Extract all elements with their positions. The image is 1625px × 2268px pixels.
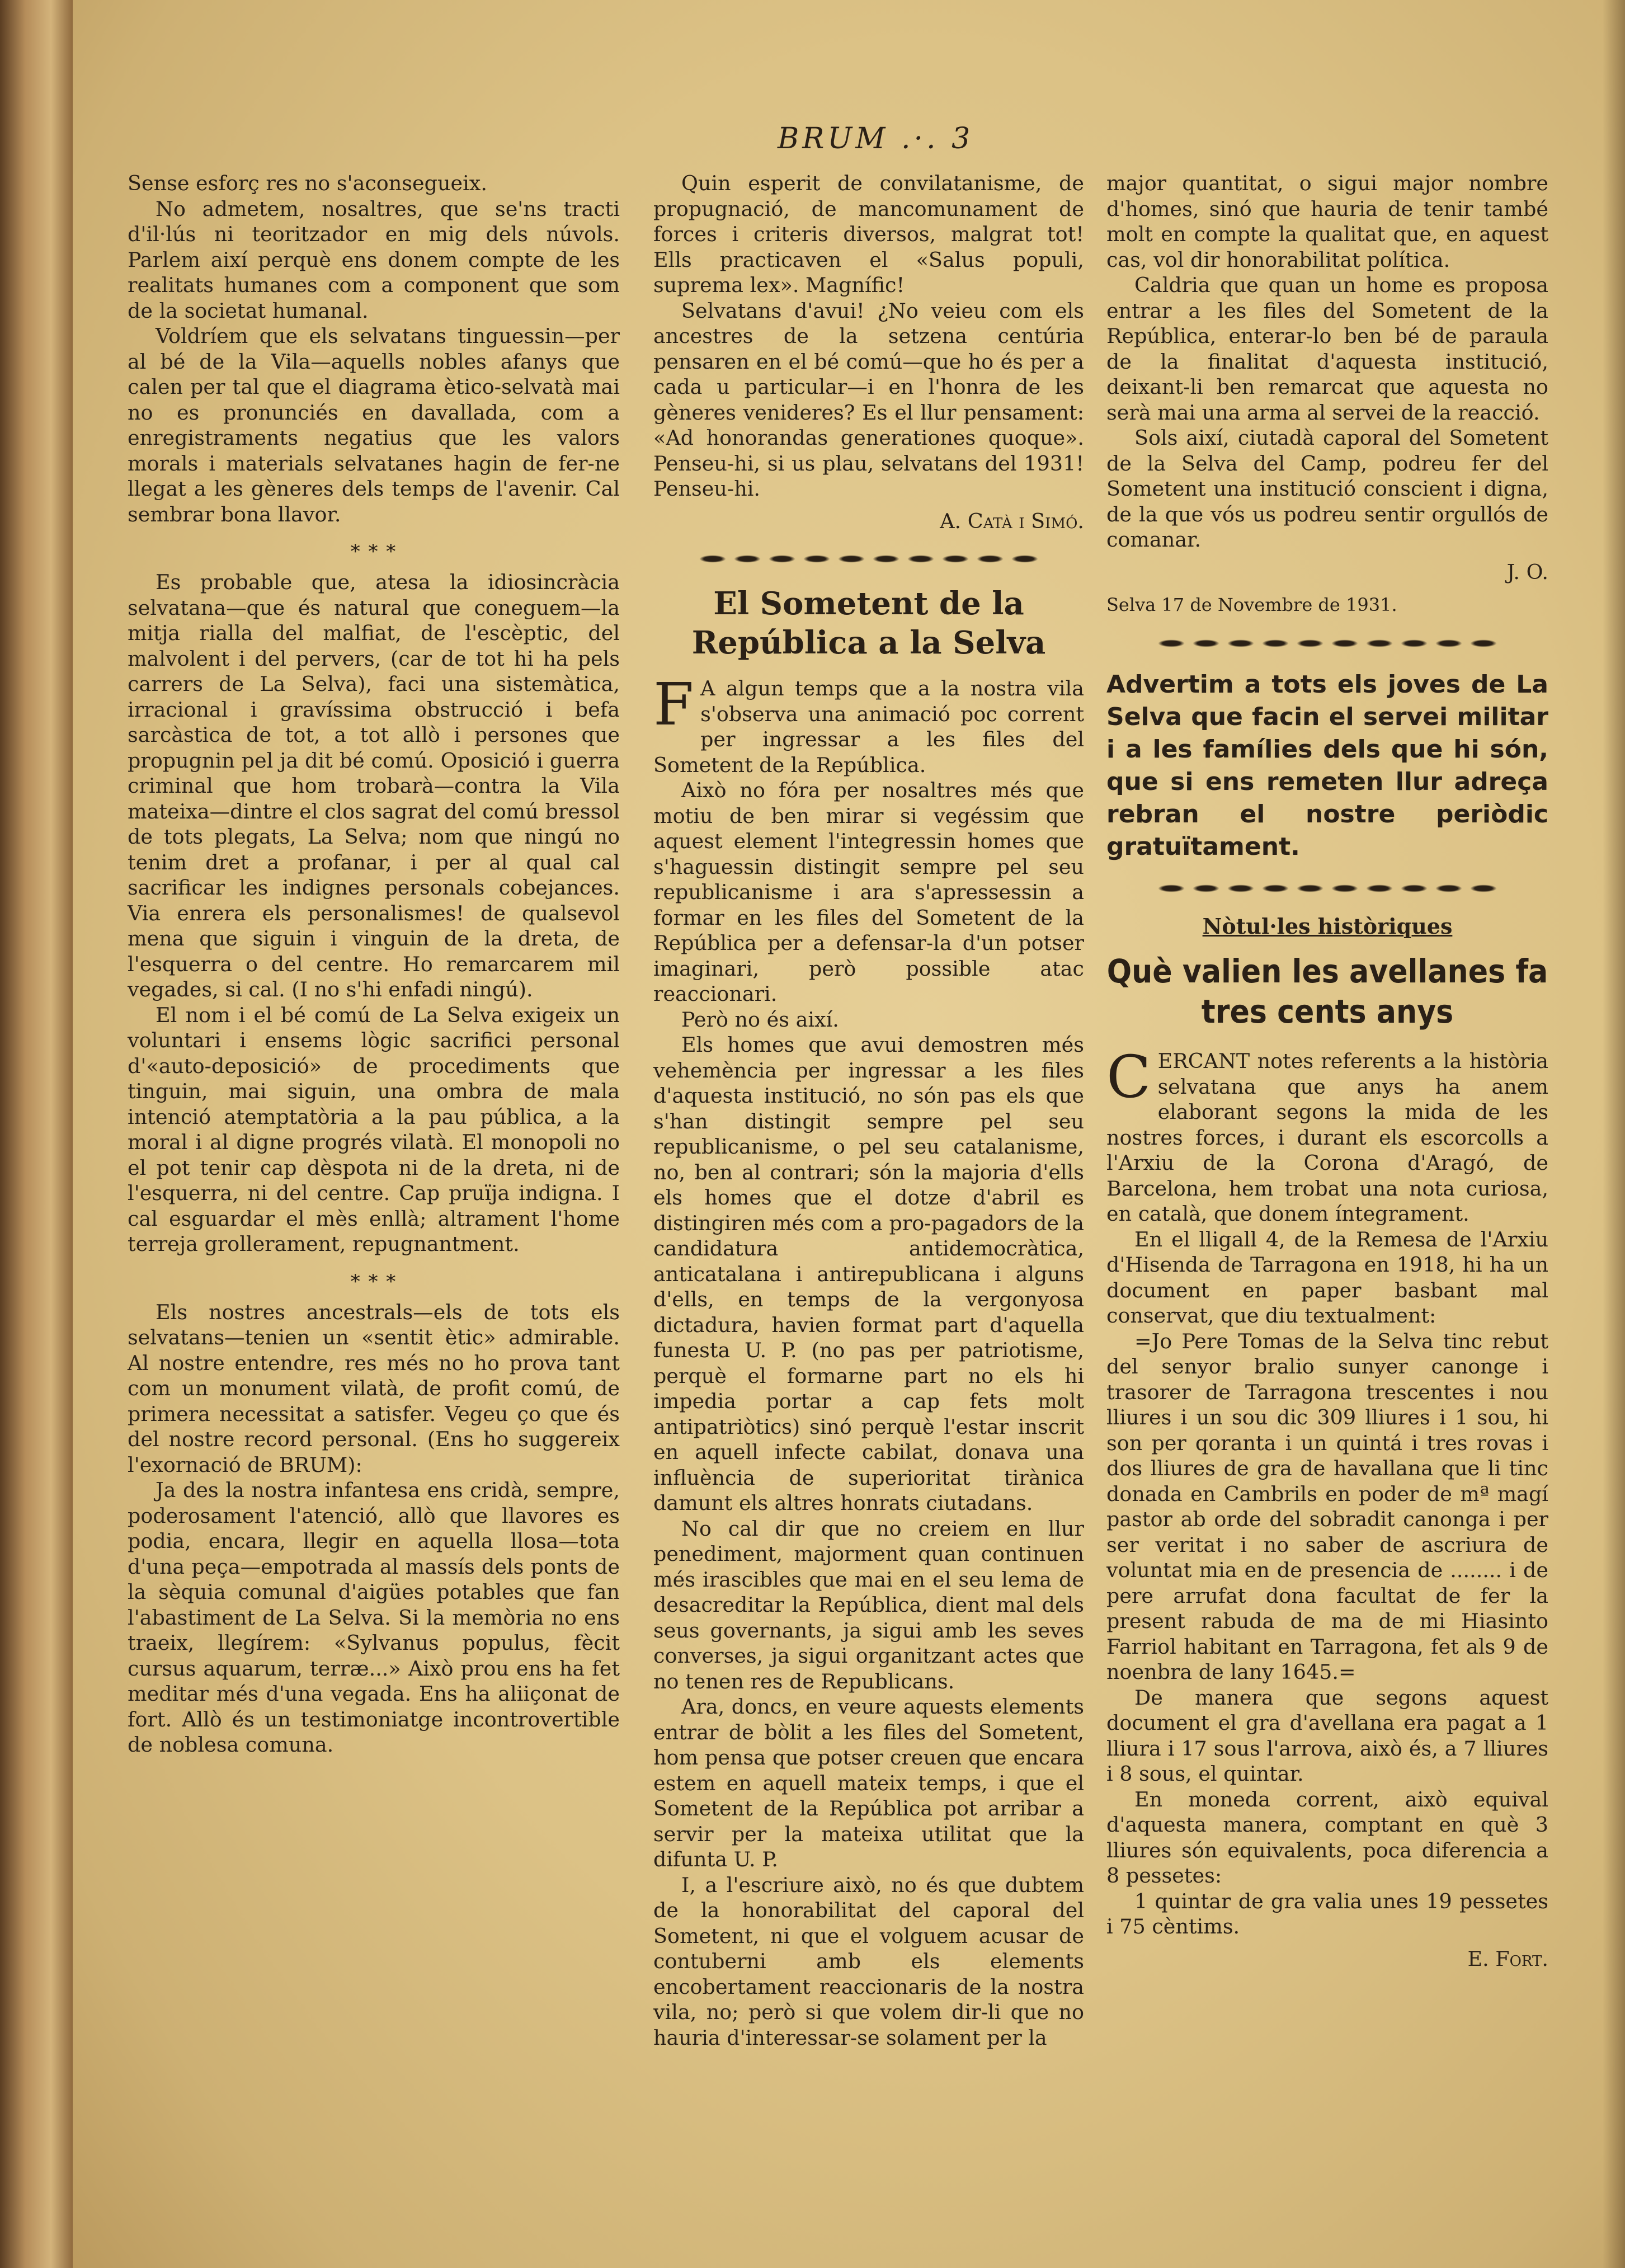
paragraph: F A algun temps que a la nostra vila s'observa una animació poc corrent per ingressar a les files del Sometent de la República. [653, 670, 1084, 777]
paragraph: Sense esforç res no s'aconsegueix. [128, 171, 487, 195]
paragraph: Però no és així. [681, 1007, 839, 1032]
paragraph: De manera que segons aquest document el gra d'avellana era pagat a 1 lliura i 17 sous l'arrova, això és, a 7 lliures i 8 sous, el quintar. [1106, 1685, 1548, 1786]
book-spine [0, 0, 73, 2268]
paragraph: Ja des la nostra infantesa ens cridà, sempre, poderosament l'atenció, allò que llavores es podia, encara, llegir en aquella llosa—tota d'una peça—empotrada al massís dels ponts de la sèquia comunal d'aigües potables que fan l'abastiment de La Selva. Si la memòria no ens traeix, llegírem: «Sylvanus populus, fècit cursus aquarum, terræ...» Això prou ens ha fet meditar més d'una vegada. Ens ha aliiçonat de fort. Allò és un testimoniatge incontrovertible de noblesa comuna. [128, 1478, 620, 1757]
paragraph: Ara, doncs, en veure aquests elements entrar de bòlit a les files del Sometent, hom pensa que potser creuen que encara estem en aquell mateix temps, i que el Sometent de la República pot arribar a servir per la mateixa utilitat que la difunta U. P. [653, 1695, 1084, 1871]
section-divider-stars: * * * [350, 540, 397, 563]
paragraph: Selvatans d'avui! ¿No veieu com els ancestres de la setzena centúria pensaren en el bé comú—que ho és per a cada u particular—i en l'honra de les gèneres venideres? Es el llur pensament: «Ad honorandas generationes quoque». Penseu-hi, si us plau, selvatans del 1931! Penseu-hi. [653, 298, 1084, 501]
article-title: Què valien les avellanes fa tres cents anys [1106, 952, 1548, 1031]
section-label: Nòtul·les històriques [1202, 913, 1453, 939]
paragraph: No admetem, nosaltres, que se'ns tracti d'il·lús ni teoritzador en mig dels núvols. Parlem així perquè ens donem compte de les realitats humanes com a component que som de la societat humanal. [128, 196, 620, 323]
section-divider-stars: * * * [350, 1270, 397, 1293]
paragraph: major quantitat, o sigui major nombre d'homes, sinó que hauria de tenir també molt en compte la qualitat que, en aquest cas, vol dir honorabilitat política. [1106, 171, 1548, 272]
paragraph: Els homes que avui demostren més vehemència per ingressar a les files d'aquesta institució, no són pas els que s'han distingit sempre pel seu republicanisme, o pel seu catalanisme, no, ben al contrari; són la majoria d'ells els homes que el dotze d'abril es distingiren més com a pro-pagadors de la candidatura antidemocràtica, anticatalana i antirepublicana i alguns d'ells, en temps de la vergonyosa dictadura, havien format part d'aquella funesta U. P. (no pas per patriotisme, perquè el formarne part no els hi impedia portar a cap fets molt antipatriòtics) sinó perquè l'estar inscrit en aquell infecte cabilat, donava una influència de superioritat tirànica damunt els altres honrats ciutadans. [653, 1033, 1084, 1515]
paragraph: Es probable que, atesa la idiosincràcia selvatana—que és natural que coneguem—la mitja rialla del malfiat, de l'escèptic, del malvolent i del pervers, (car de tot hi ha pels carrers de La Selva), faci una sistemàtica, irracional i gravíssima obstrucció i befa sarcàstica de tot, a tot allò i persones que propugnin pel ja dit bé comú. Oposició i guerra criminal que hom trobarà—contra la Vila mateixa—dintre el clos sagrat del comú bressol de tots plegats, La Selva; nom que ningú no tenim dret a profanar, i per al qual cal sacrificar les indignes personals cobejances. Via enrera els personalismes! de qualsevol mena que siguin i vinguin de la dreta, de l'esquerra o del centre. Ho remarcarem mil vegades, si cal. (I no s'hi enfadi ningú). [128, 570, 620, 1001]
ornamental-divider [1106, 634, 1548, 653]
paragraph: =Jo Pere Tomas de la Selva tinc rebut del senyor bralio sunyer canonge i trasorer de Tarragona trescentes i nou lliures i un sou dic 309 lliures i 1 sou, hi son per qoranta i un quintá i tres rovas i dos lliures de gra de havallana que li tinc donada en Cambrils en poder de mª magí pastor ab orde del sobradit canonga i per ser veritat i no saber de ascriura de voluntat mia en de presencia de ........ i de pere arrufat dona facultat de fer la present rabuda de ma de mi Hiasinto Farriol habitant en Tarragona, fet als 9 de noenbra de lany 1645.= [1106, 1329, 1548, 1684]
paragraph: En el lligall 4, de la Remesa de l'Arxiu d'Hisenda de Tarragona en 1918, hi ha un document en paper basbant mal conservat, que diu textualment: [1106, 1227, 1548, 1328]
notice-box: Advertim a tots els joves de La Selva que facin el servei militar i a les famílies dels que hi són, que si ens remeten llur adreça rebran el nostre periòdic gratuïtament. [1106, 670, 1548, 861]
page-edge-shadow [1603, 0, 1625, 2268]
paragraph: Els nostres ancestrals—els de tots els selvatans—tenien un «sentit ètic» admirable. Al nostre entendre, res més no ho prova tant com un monument vilatà, de profit comú, de primera necessitat a satisfer. Vegeu ço que és del nostre record personal. (Ens ho suggereix l'exornació de BRUM): [128, 1300, 620, 1477]
paragraph: CERCANT notes referents a la història selvatana que anys ha anem elaborant segons la mida de les nostres forces, i durant els escorcolls a l'Arxiu de la Corona d'Aragó, de Barcelona, hem trobat una nota curiosa, en català, que donem íntegrament. [1106, 1043, 1548, 1226]
page-header: BRUM .·. 3 [778, 122, 974, 156]
article-title: El Sometent de la República a la Selva [691, 585, 1046, 661]
author-signature: A. Catà i Simó. [940, 509, 1084, 533]
paragraph: En moneda corrent, això equival d'aquesta manera, comptant en què 3 lliures són equivalents, poca diferencia a 8 pessetes: [1106, 1787, 1548, 1888]
paragraph: 1 quintar de gra valia unes 19 pessetes i 75 cèntims. [1106, 1889, 1548, 1938]
ornamental-divider [653, 549, 1084, 568]
drop-cap: C [1106, 1043, 1151, 1111]
paragraph: El nom i el bé comú de La Selva exigeix un voluntari i ensems lògic sacrifici personal d'«auto-deposició» de procediments que tinguin, mai siguin, una ombra de mala intenció atemptatòria a la pau pública, a la moral i al digne progrés vilatà. El monopoli no el pot tenir cap dèspota ni de la dreta, ni de l'esquerra, ni del centre. Cap pruïja indigna. I cal esguardar el mès enllà; altrament l'home terreja grollerament, repugnantment. [128, 1003, 620, 1256]
paragraph: Caldria que quan un home es proposa entrar a les files del Sometent de la República, enterar-lo ben bé de paraula de la finalitat d'aquesta institució, deixant-li ben remarcat que aquesta no serà mai una arma al servei de la reacció. [1106, 273, 1548, 425]
paragraph: Això no fóra per nosaltres més que motiu de ben mirar si vegéssim que aquest element l'integressin homes que s'haguessin distingit sempre pel seu republicanisme i ara s'apressessin a formar en les files del Sometent de la República per a defensar-la d'un potser imaginari, però possible atac reaccionari. [653, 778, 1084, 1006]
paragraph: Quin esperit de convilatanisme, de propugnació, de mancomunament de forces i criteris diversos, malgrat tot! Ells practicaven el «Salus populi, suprema lex». Magnífic! [653, 171, 1084, 297]
column-3 [1106, 171, 1548, 1971]
paragraph: Sols així, ciutadà caporal del Sometent de la Selva del Camp, podreu fer del Sometent una institució conscient i digna, de la que vós us podreu sentir orgullós de comanar. [1106, 426, 1548, 552]
paragraph: Voldríem que els selvatans tinguessin—per al bé de la Vila—aquells nobles afanys que calen per tal que el diagrama ètico-selvatà mai no es pronunciés en davallada, com a enregistraments negatius que les valors morals i materials selvatanes hagin de fer-ne llegat a les gèneres dels temps de l'avenir. Cal sembrar bona llavor. [128, 324, 620, 526]
drop-cap: F [653, 670, 694, 738]
paragraph: No cal dir que no creiem en llur penediment, majorment quan continuen més irascibles que mai en el seu lema de desacreditar la República, dient mal dels seus governants, ja sigui amb les seves converses, ja sigui organitzant actes que no tenen res de Republicans. [653, 1516, 1084, 1693]
column-2 [653, 171, 1084, 2050]
paragraph: I, a l'escriure això, no és que dubtem de la honorabilitat del caporal del Sometent, ni que el volguem acusar de contuberni amb els elements encobertament reaccionaris de la nostra vila, no; però si que volem dir-li que no hauria d'interessar-se solament per la [653, 1872, 1084, 2050]
column-1 [128, 171, 620, 1758]
ornamental-divider [1106, 879, 1548, 898]
author-signature: J. O. [1506, 559, 1548, 584]
dateline: Selva 17 de Novembre de 1931. [1106, 594, 1397, 615]
author-signature: E. Fort. [1467, 1946, 1548, 1971]
